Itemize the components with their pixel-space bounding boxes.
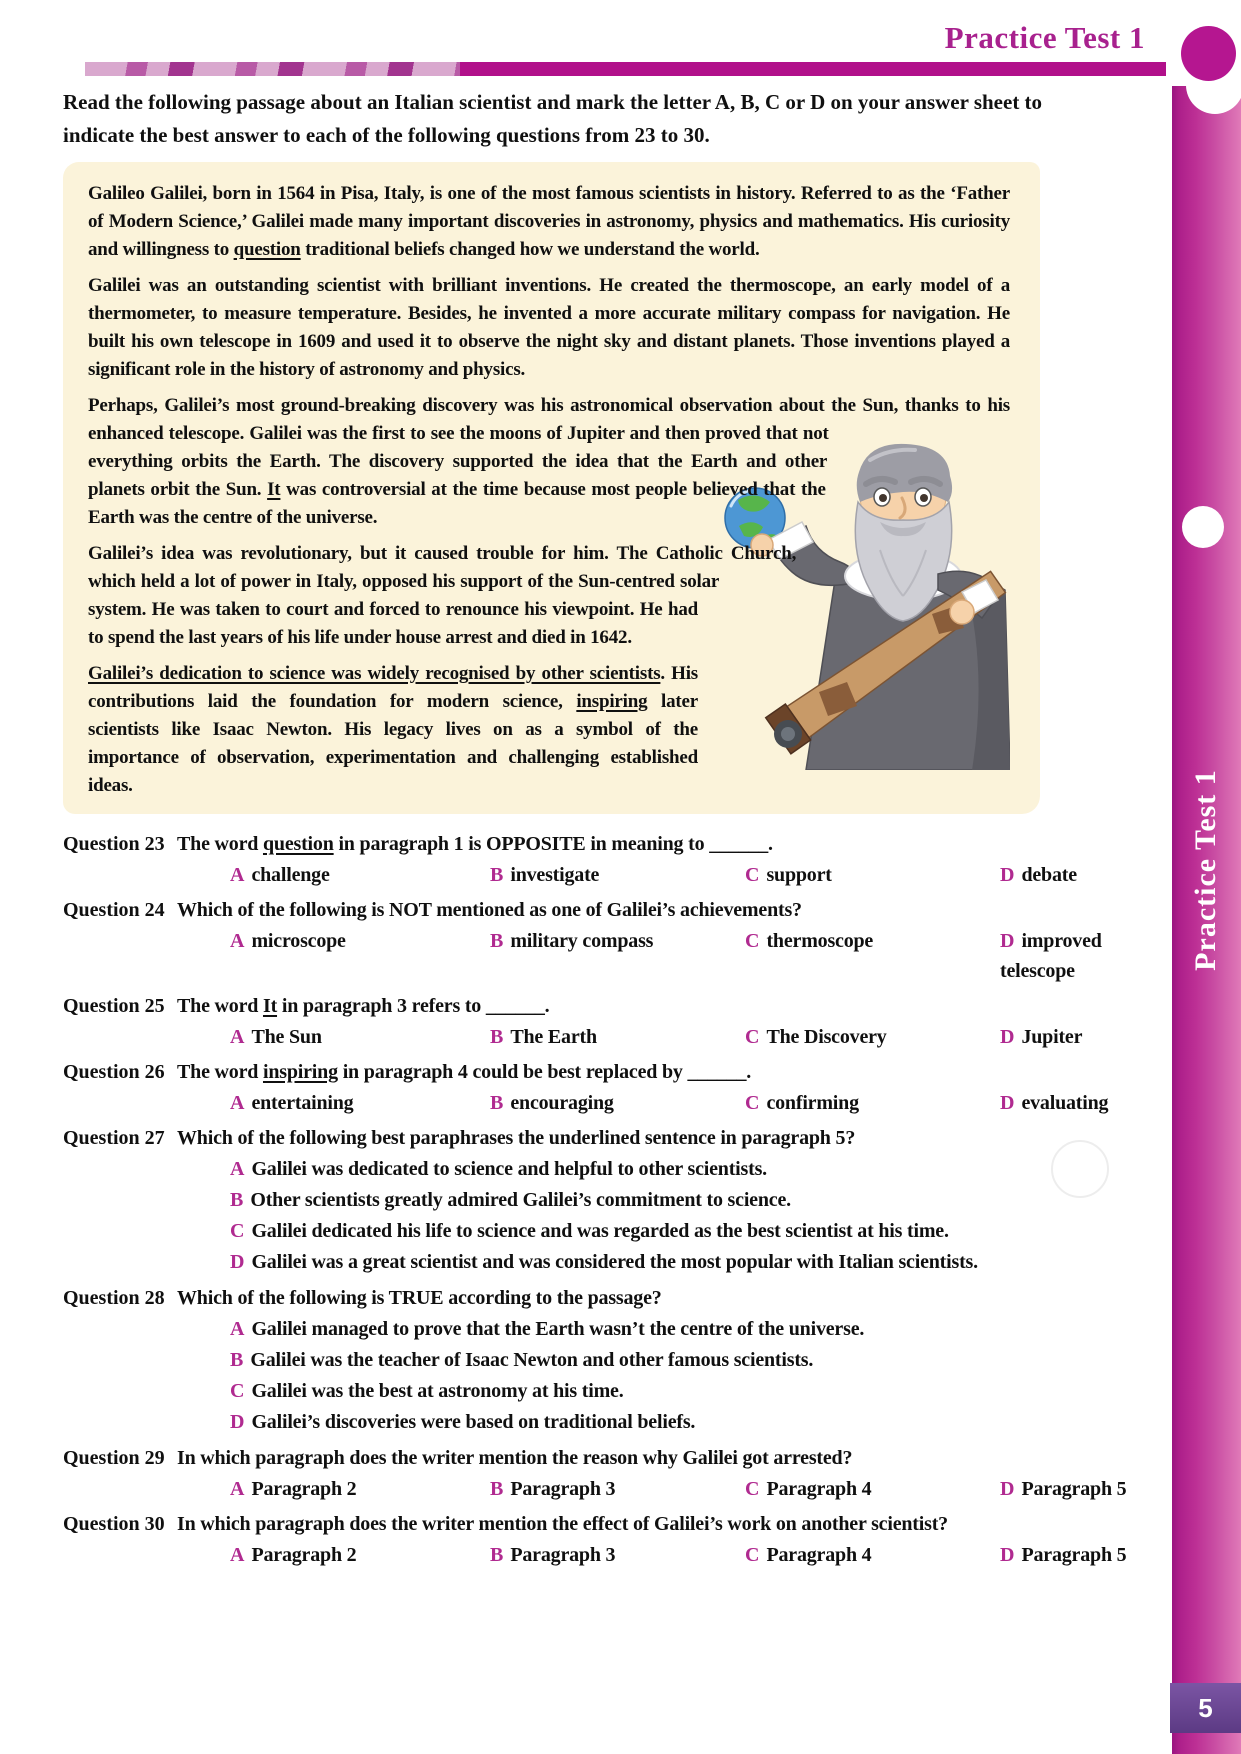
option-c: C Galilei dedicated his life to science and was regarded as the best scientist at his time. [230, 1220, 949, 1242]
question-24 [63, 894, 1165, 986]
question-label: Question 29 [63, 1447, 165, 1469]
passage-paragraph-3: Perhaps, Galilei’s most ground-breaking discovery was his astronomical observation about the Sun, thanks to his enhanced telescope. Galilei was the first to see the moons of Jupiter and then proved that not everything orbits the Earth. The discovery supported the idea that the Earth and other planets orbit the Sun. It was controversial at the time because most people believed that the Earth was the centre of the universe. [88, 395, 1010, 528]
page-number: 5 [1198, 1692, 1213, 1723]
option-b: B encouraging [490, 1092, 614, 1114]
option-a: A Galilei managed to prove that the Earth wasn’t the centre of the universe. [230, 1318, 865, 1340]
question-28 [63, 1282, 1165, 1438]
question-text: The word inspiring in paragraph 4 could be best replaced by ______. [177, 1061, 752, 1083]
option-c: C thermoscope [745, 930, 874, 952]
option-c: C Paragraph 4 [745, 1544, 872, 1566]
sidebar-vertical-label: Practice Test 1 [1189, 769, 1222, 971]
option-a: A entertaining [230, 1092, 354, 1114]
question-27 [63, 1122, 1165, 1278]
question-29 [63, 1442, 1165, 1504]
page-title: Practice Test 1 [944, 20, 1145, 55]
option-c: C Paragraph 4 [745, 1478, 872, 1500]
option-c: C Galilei was the best at astronomy at his time. [230, 1380, 624, 1402]
question-text: The word question in paragraph 1 is OPPOSITE in meaning to ______. [177, 833, 773, 855]
question-text: The word It in paragraph 3 refers to ______. [177, 995, 550, 1017]
option-a: A challenge [230, 864, 330, 886]
option-d: D Paragraph 5 [1000, 1478, 1127, 1500]
question-label: Question 26 [63, 1061, 165, 1083]
reading-passage-box [63, 162, 1040, 814]
option-a: A Galilei was dedicated to science and helpful to other scientists. [230, 1158, 767, 1180]
question-label: Question 30 [63, 1513, 165, 1535]
questions-section [63, 828, 1165, 1570]
passage-paragraph-5: Galilei’s dedication to science was widely recognised by other scientists. His contributions laid the foundation for modern science, inspiring later scientists like Isaac Newton. His legacy lives on as a symbol of the importance of observation, experimentation and challenging established ideas. [88, 663, 699, 796]
question-label: Question 27 [63, 1127, 165, 1149]
passage-paragraph-2: Galilei was an outstanding scientist with brilliant inventions. He created the thermoscope, an early model of a thermometer, to measure temperature. Besides, he invented a more accurate military compass for navigation. He built his own telescope in 1609 and used it to observe the night sky and distant planets. Those inventions played a significant role in the history of astronomy and physics. [88, 275, 1010, 380]
question-25 [63, 990, 1165, 1052]
option-d: D debate [1000, 864, 1077, 886]
option-b: B Other scientists greatly admired Galilei’s commitment to science. [230, 1189, 791, 1211]
option-c: C support [745, 864, 832, 886]
option-d: D improved telescope [1000, 930, 1102, 982]
option-a: A microscope [230, 930, 346, 952]
passage-paragraph-4: Galilei’s idea was revolutionary, but it caused trouble for him. The Catholic Church, which held a lot of power in Italy, opposed his support of the Sun-centred solar system. He was taken to court and forced to renounce his viewpoint. He had to spend the last years of his life under house arrest and died in 1642. [88, 543, 797, 648]
sidebar-mid-circle [1182, 506, 1224, 548]
question-label: Question 24 [63, 899, 165, 921]
question-text: In which paragraph does the writer mention the effect of Galilei’s work on another scientist? [177, 1513, 948, 1535]
option-b: B The Earth [490, 1026, 597, 1048]
question-text: Which of the following is TRUE according to the passage? [177, 1287, 662, 1309]
header-stripe-decoration [85, 62, 463, 76]
sidebar-top-circle [1181, 26, 1236, 81]
option-a: A Paragraph 2 [230, 1544, 357, 1566]
question-23 [63, 828, 1165, 890]
question-26 [63, 1056, 1165, 1118]
page-number-badge [1170, 1683, 1241, 1733]
question-text: Which of the following best paraphrases the underlined sentence in paragraph 5? [177, 1127, 856, 1149]
option-b: B Paragraph 3 [490, 1478, 616, 1500]
option-b: B Galilei was the teacher of Isaac Newton and other famous scientists. [230, 1349, 814, 1371]
option-d: D Galilei’s discoveries were based on traditional beliefs. [230, 1411, 696, 1433]
option-d: D evaluating [1000, 1092, 1109, 1114]
header-rule [460, 62, 1166, 76]
option-b: B investigate [490, 864, 600, 886]
question-text: In which paragraph does the writer mention the reason why Galilei got arrested? [177, 1447, 853, 1469]
option-d: D Galilei was a great scientist and was considered the most popular with Italian scientists. [230, 1251, 978, 1273]
question-label: Question 25 [63, 995, 165, 1017]
option-d: D Jupiter [1000, 1026, 1083, 1048]
question-30 [63, 1508, 1165, 1570]
option-c: C confirming [745, 1092, 859, 1114]
test-instruction: Read the following passage about an Italian scientist and mark the letter A, B, C or D on your answer sheet to indicate the best answer to each of the following questions from 23 to 30. [63, 90, 1043, 147]
option-a: A Paragraph 2 [230, 1478, 357, 1500]
question-text: Which of the following is NOT mentioned as one of Galilei’s achievements? [177, 899, 802, 921]
option-d: D Paragraph 5 [1000, 1544, 1127, 1566]
option-b: B Paragraph 3 [490, 1544, 616, 1566]
option-b: B military compass [490, 930, 654, 952]
option-c: C The Discovery [745, 1026, 887, 1048]
passage-paragraph-1: Galileo Galilei, born in 1564 in Pisa, Italy, is one of the most famous scientists in history. Referred to as the ‘Father of Modern Science,’ Galilei made many important discoveries in astronomy, physics and mathematics. His curiosity and willingness to question traditional beliefs changed how we understand the world. [88, 183, 1010, 260]
option-a: A The Sun [230, 1026, 322, 1048]
question-label: Question 23 [63, 833, 165, 855]
question-label: Question 28 [63, 1287, 165, 1309]
